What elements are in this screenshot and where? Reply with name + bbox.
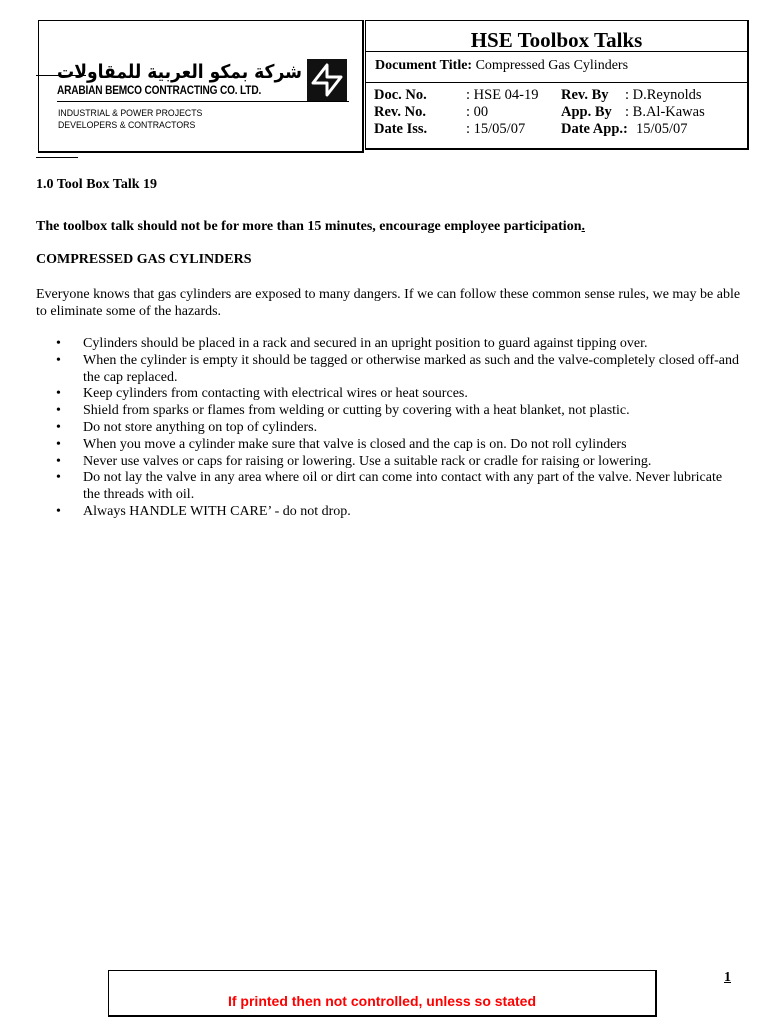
topic-heading: COMPRESSED GAS CYLINDERS (36, 252, 252, 267)
list-item: • When you move a cylinder make sure that valve is closed and the cap is on. Do not roll cylinders (36, 437, 742, 454)
safety-rules-list (36, 336, 742, 521)
company-tagline-2: DEVELOPERS & CONTRACTORS (58, 120, 196, 131)
header-footnote-line (36, 157, 78, 158)
intro-instruction (36, 219, 585, 235)
logo-divider (57, 101, 349, 102)
bemco-logo-mark-icon (307, 59, 347, 101)
document-header-title: HSE Toolbox Talks (366, 21, 747, 52)
list-item: • Keep cylinders from contacting with electrical wires or heat sources. (36, 386, 742, 403)
rev-no-label: Rev. No. (374, 104, 426, 120)
doc-no-value: : HSE 04-19 (466, 87, 539, 103)
company-logo-block (38, 20, 364, 153)
list-item: • Do not lay the valve in any area where oil or dirt can come into contact with any part of the valve. Never lubricate the threads with oil. (36, 470, 742, 504)
app-by-label: App. By (561, 104, 612, 120)
page-number: 1 (724, 970, 731, 985)
company-tagline-1: INDUSTRIAL & POWER PROJECTS (58, 108, 203, 119)
app-by-value: : B.Al-Kawas (625, 104, 705, 120)
rev-by-label: Rev. By (561, 87, 609, 103)
section-heading: 1.0 Tool Box Talk 19 (36, 177, 158, 192)
company-name: ARABIAN BEMCO CONTRACTING CO. LTD. (57, 85, 262, 97)
list-item: • Cylinders should be placed in a rack and secured in an upright position to guard against tipping over. (36, 336, 742, 353)
intro-paragraph: Everyone knows that gas cylinders are exposed to many dangers. If we can follow these common sense rules, we may be able to eliminate some of the hazards. (36, 287, 741, 319)
intro-end: . (581, 219, 585, 234)
logo-accent-line (36, 75, 86, 76)
control-notice: If printed then not controlled, unless so stated (227, 993, 537, 1009)
date-issued-label: Date Iss. (374, 121, 428, 137)
list-item: • Shield from sparks or flames from welding or cutting by covering with a heat blanket, not plastic. (36, 403, 742, 420)
doc-no-label: Doc. No. (374, 87, 427, 103)
list-item: • Never use valves or caps for raising or lowering. Use a suitable rack or cradle for raising or lowering. (36, 454, 742, 471)
date-approved-value: 15/05/07 (636, 121, 688, 137)
document-title-row (366, 52, 747, 83)
date-issued-value: : 15/05/07 (466, 121, 526, 137)
date-approved-label: Date App.: (561, 121, 628, 137)
svg-text:شركة بمكو العربية للمقاولات: شركة بمكو العربية للمقاولات (57, 61, 302, 83)
list-item: • Always HANDLE WITH CARE’ - do not drop. (36, 504, 742, 521)
intro-text: The toolbox talk should not be for more than 15 minutes, encourage employee participation (36, 219, 582, 234)
list-item: • When the cylinder is empty it should be tagged or otherwise marked as such and the valve-completely closed off-and the cap replaced. (36, 353, 742, 387)
document-title-value: Compressed Gas Cylinders (475, 58, 629, 73)
document-title-label: Document Title: (375, 58, 473, 73)
footer-notice-box (108, 970, 657, 1017)
rev-by-value: : D.Reynolds (625, 87, 702, 103)
list-item: • Do not store anything on top of cylinders. (36, 420, 742, 437)
arabic-company-name (57, 59, 337, 83)
rev-no-value: : 00 (466, 104, 489, 120)
